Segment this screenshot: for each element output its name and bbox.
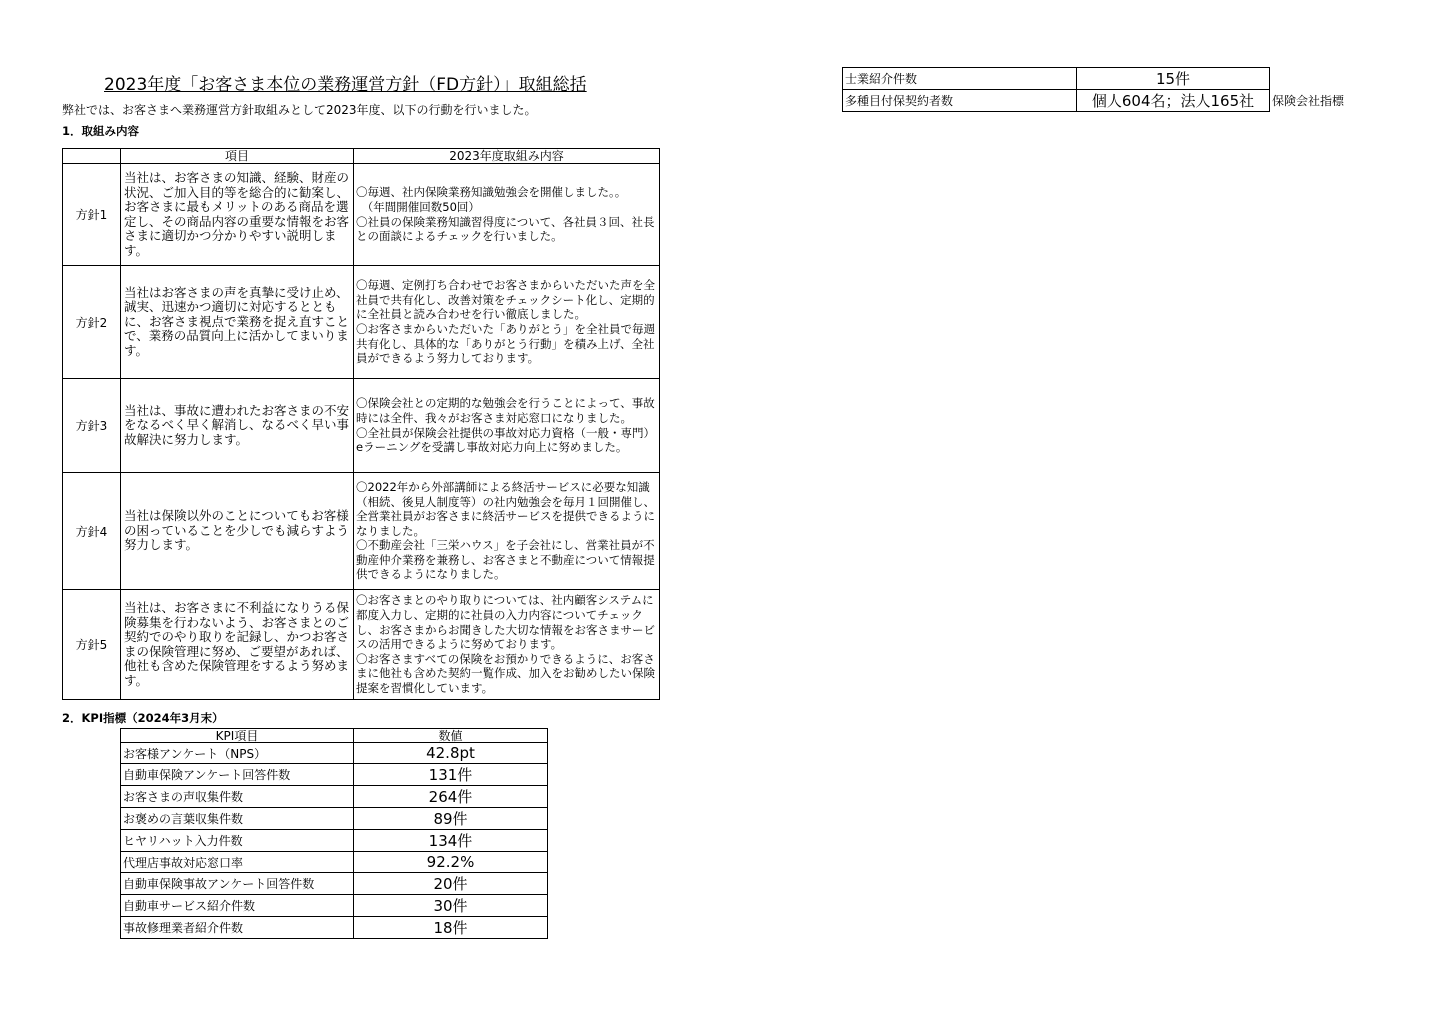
table-row: [121, 786, 548, 808]
kpi-table-header: [121, 729, 548, 743]
action-line: 〇不動産会社「三栄ハウス」を子会社にし、営業社員が不動産仲介業務を兼務し、お客さまと不動産について情報提供できるようになりました。: [356, 538, 655, 582]
table-row: [121, 895, 548, 917]
kpi-value: 264件: [354, 786, 548, 808]
insurer-metrics-table: [842, 67, 1270, 112]
table-row: [843, 90, 1270, 112]
policy-actions: [354, 473, 660, 590]
policy-item: 当社は、お客さまの知識、経験、財産の状況、ご加入目的等を総合的に勧案し、お客さまに最もメリットのある商品を選定し、その商品内容の重要な情報をお客さまに適切かつ分かりやすい説明します。: [121, 164, 354, 266]
metric-value: 15件: [1077, 68, 1270, 90]
action-line: 〇お客さまとのやり取りについては、社内顧客システムに都度入力し、定期的に社員の入力内容についてチェックし、お客さまからお聞きした大切な情報をお客さまサービスの活用できるように努めております。: [356, 593, 655, 652]
table-row: [843, 68, 1270, 90]
kpi-name: ヒヤリハット入力件数: [121, 830, 354, 852]
policy-actions: [354, 590, 660, 700]
section-heading-kpi: 2．KPI指標（2024年3月末）: [62, 711, 224, 725]
table-row: [63, 379, 660, 473]
policy-actions: [354, 379, 660, 473]
header-cell-kpi-value: 数値: [354, 729, 548, 743]
kpi-name: お褒めの言葉収集件数: [121, 808, 354, 830]
metric-name: 士業紹介件数: [843, 68, 1077, 90]
policy-actions: [354, 266, 660, 379]
kpi-value: 30件: [354, 895, 548, 917]
policy-item: 当社は保険以外のことについてもお客様の困っていることを少しでも減らすよう努力します。: [121, 473, 354, 590]
table-row: [121, 743, 548, 764]
header-cell-blank: [63, 149, 121, 164]
policy-table: [62, 148, 660, 700]
table-row: [121, 852, 548, 873]
kpi-value: 134件: [354, 830, 548, 852]
policy-table-header: [63, 149, 660, 164]
header-cell-item: 項目: [121, 149, 354, 164]
action-line: （年間開催回数50回）: [356, 199, 480, 214]
kpi-value: 18件: [354, 917, 548, 939]
action-line: 〇毎週、定例打ち合わせでお客さまからいただいた声を全社員で共有化し、改善対策をチェックシート化し、定期的に全社員と読み合わせを行い徹底しました。: [356, 278, 655, 322]
table-row: [63, 164, 660, 266]
table-row: [63, 590, 660, 700]
kpi-name: 代理店事故対応窓口率: [121, 852, 354, 873]
metric-name: 多種目付保契約者数: [843, 90, 1077, 112]
action-line: 〇2022年から外部講師による終活サービスに必要な知識（相続、後見人制度等）の社内勉強会を毎月１回開催し、全営業社員がお客さまに終活サービスを提供できるようになりました。: [356, 479, 655, 538]
kpi-value: 42.8pt: [354, 743, 548, 764]
kpi-name: 自動車保険事故アンケート回答件数: [121, 873, 354, 895]
policy-actions: [354, 164, 660, 266]
action-line: 〇毎週、社内保険業務知識勉強会を開催しました。。: [356, 185, 627, 200]
kpi-name: お客様アンケート（NPS）: [121, 743, 354, 764]
policy-item: 当社はお客さまの声を真摯に受け止め、誠実、迅速かつ適切に対応するとともに、お客さま視点で業務を捉え直すことで、業務の品質向上に活かしてまいります。: [121, 266, 354, 379]
policy-label: 方針4: [63, 473, 121, 590]
table-row: [121, 808, 548, 830]
policy-label: 方針3: [63, 379, 121, 473]
kpi-name: 自動車サービス紹介件数: [121, 895, 354, 917]
page-title: 2023年度「お客さま本位の業務運営方針（FD方針）」取組総括: [104, 75, 587, 95]
action-line: 〇社員の保険業務知識習得度について、各社員３回、社長との面談によるチェックを行いました。: [356, 214, 655, 244]
table-row: [121, 764, 548, 786]
kpi-name: 自動車保険アンケート回答件数: [121, 764, 354, 786]
action-line: 〇お客さますべての保険をお預かりできるように、お客さまに他社も含めた契約一覧作成、加入をお勧めしたい保険提案を習慣化しています。: [356, 651, 655, 695]
action-line: 〇全社員が保険会社提供の事故対応力資格（一般・専門）eラーニングを受講し事故対応力向上に努めました。: [356, 425, 655, 455]
table-row: [63, 473, 660, 590]
kpi-name: 事故修理業者紹介件数: [121, 917, 354, 939]
kpi-name: お客さまの声収集件数: [121, 786, 354, 808]
table-row: [121, 917, 548, 939]
action-line: 〇保険会社との定期的な勉強会を行うことによって、事故時には全件、我々がお客さま対応窓口になりました。: [356, 396, 655, 425]
policy-label: 方針2: [63, 266, 121, 379]
header-cell-content: 2023年度取組み内容: [354, 149, 660, 164]
kpi-value: 20件: [354, 873, 548, 895]
header-cell-kpi-item: KPI項目: [121, 729, 354, 743]
intro-text: 弊社では、お客さまへ業務運営方針取組みとして2023年度、以下の行動を行いました。: [62, 103, 537, 117]
policy-label: 方針1: [63, 164, 121, 266]
table-row: [121, 830, 548, 852]
kpi-value: 92.2%: [354, 852, 548, 873]
policy-label: 方針5: [63, 590, 121, 700]
metric-value: 個人604名；法人165社: [1077, 90, 1270, 112]
kpi-value: 89件: [354, 808, 548, 830]
section-heading-initiatives: 1．取組み内容: [62, 124, 140, 138]
kpi-table: [120, 728, 548, 939]
action-line: 〇お客さまからいただいた「ありがとう」を全社員で毎週共有化し、具体的な「ありがとう行動」を積み上げ、全社員ができるよう努力しております。: [356, 322, 655, 366]
insurer-metrics-note: 保険会社指標: [1272, 94, 1345, 108]
policy-item: 当社は、事故に遭われたお客さまの不安をなるべく早く解消し、なるべく早い事故解決に努力します。: [121, 379, 354, 473]
policy-item: 当社は、お客さまに不利益になりうる保険募集を行わないよう、お客さまとのご契約でのやり取りを記録し、かつお客さまの保険管理に努め、ご要望があれば、他社も含めた保険管理をするよう努めます。: [121, 590, 354, 700]
table-row: [121, 873, 548, 895]
table-row: [63, 266, 660, 379]
kpi-value: 131件: [354, 764, 548, 786]
